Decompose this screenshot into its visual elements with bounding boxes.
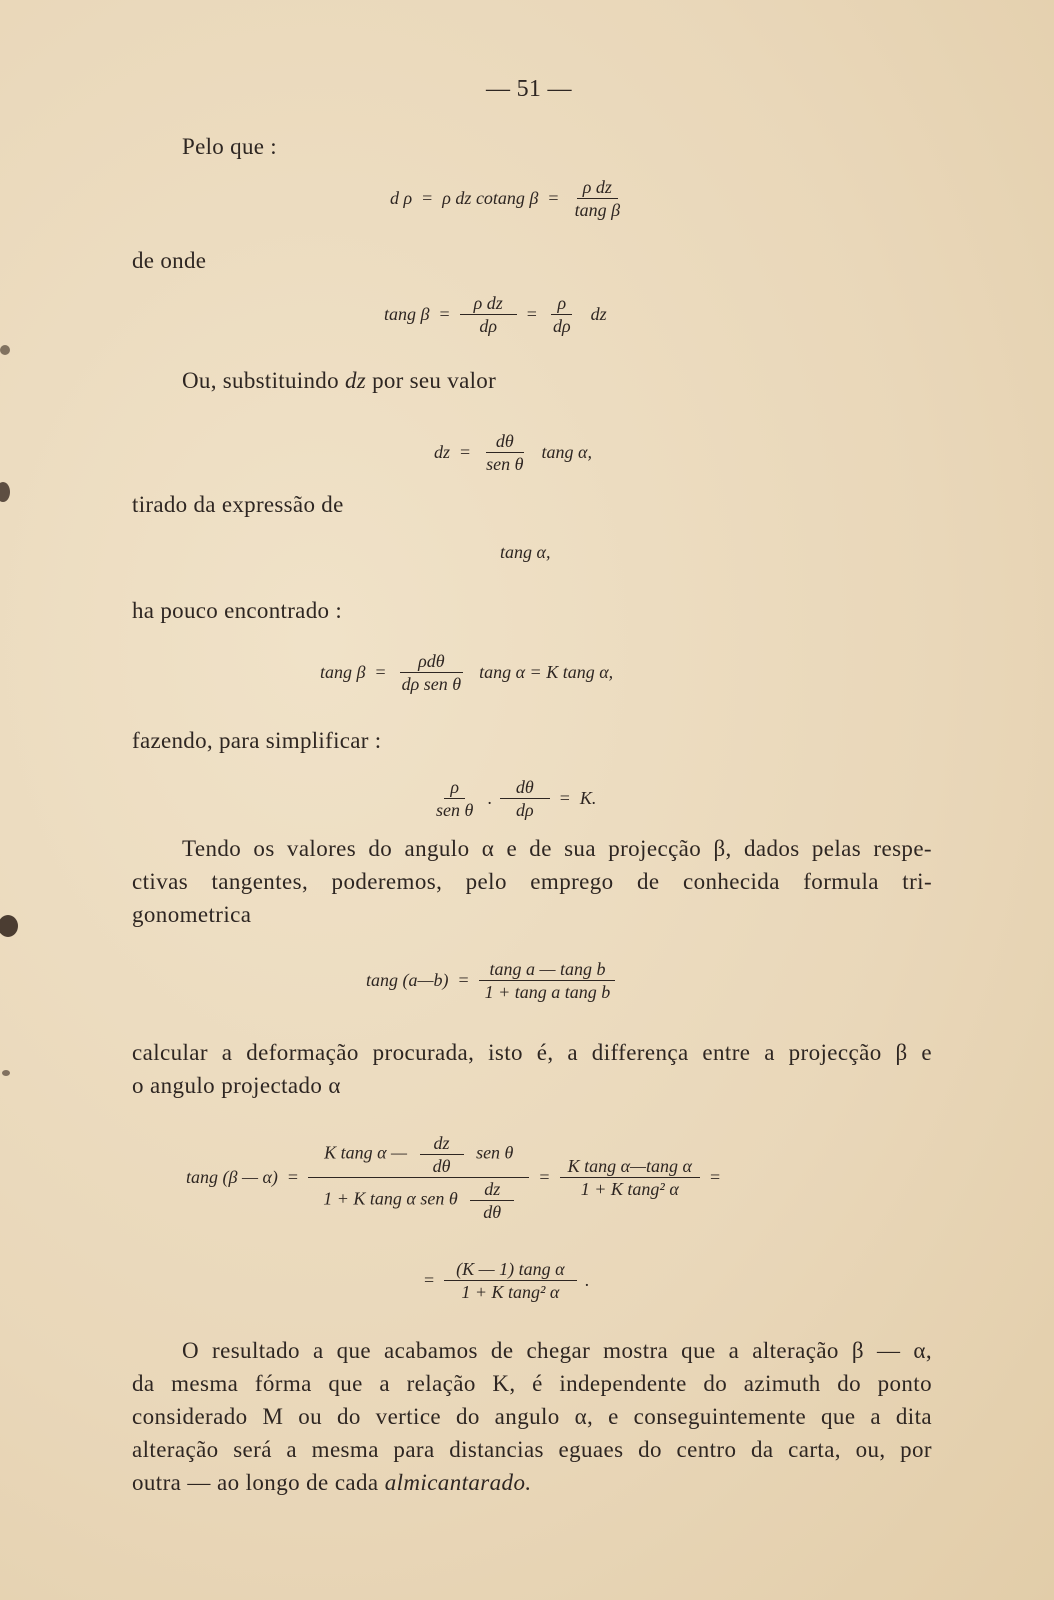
eq1-fraction [569,176,626,221]
ink-stain [0,482,10,502]
ink-stain [2,1070,10,1076]
equation-6: $\frac{\rho}{\text{sen θ}}$ . $\frac{d\theta}{d\rho}$ = K. [430,776,596,821]
eq5-fraction [396,650,467,695]
substituindo-var: dz [344,368,366,393]
eq8-fraction-2 [560,1155,700,1200]
label-ha-pouco: ha pouco encontrado : [132,598,343,623]
eq5-num: ρdθ [400,650,462,673]
eq2-lhs: tang β [384,304,430,324]
eq8-lhs: tang (β — α) [186,1167,278,1187]
paragraph-2-last-line [132,1466,932,1499]
eq3-lhs: dz [434,442,451,462]
eq5-tail: tang α = K tang α, [479,662,614,682]
eq8-num-frac [420,1132,464,1177]
ink-stain [0,915,18,937]
eq2-fraction-2 [547,292,577,337]
substituindo-text: Ou, substituindo [182,368,339,393]
eq8-den-frac [470,1178,514,1223]
eq8-big-fraction [308,1132,529,1223]
paragraph-calcular [132,1036,932,1102]
page-number: — 51 — [486,76,572,102]
eq2-tail: dz [590,304,607,324]
paragraph-1-line: ctivas tangentes, poderemos, pelo emprego de conhecida formula tri- [132,869,932,894]
equation-1: d ρ = ρ dz cotang β = $\frac{\text{ρ dz}}{\text{tang β}}$ [390,176,626,221]
calcular-line: o angulo projectado α [132,1073,341,1098]
label-pelo-que: Pelo que : [182,134,277,159]
equation-9: = $\frac{\text{(K — 1) tang α}}{\text{1 + K tang² α}}$ . [424,1259,590,1302]
paragraph-2-italic-word: almicantarado. [384,1470,532,1495]
paragraph-1-line: gonometrica [132,902,252,927]
paragraph-2-line: da mesma fórma que a relação K, é independente do azimuth do ponto [132,1371,932,1396]
eq8-num-a: K tang α — [324,1142,408,1163]
eq2-num2: ρ [551,292,572,315]
eq1-mid: ρ dz cotang β [442,188,539,208]
paragraph-1 [132,832,932,931]
ink-stain [0,345,10,355]
equation-2: tang β = $\frac{\text{ρ dz}}{d\rho}$ = $\frac{\rho}{d\rho}$ dz [384,293,607,336]
eq8-den-a: 1 + K tang α sen θ [323,1188,458,1209]
eq8-den-frac-num: dz [470,1178,514,1201]
eq5-den: dρ sen θ [401,674,462,694]
eq9-num: (K — 1) tang α [444,1258,576,1281]
eq2-fraction-1 [460,292,517,337]
eq7-fraction [479,958,617,1003]
label-de-onde: de onde [132,248,207,273]
eq8-num-b: sen θ [476,1142,514,1163]
eq7-den: 1 + tang a tang b [484,982,611,1002]
label-fazendo: fazendo, para simplificar : [132,728,382,753]
paragraph-2-line: outra — ao longo de cada [132,1470,379,1495]
eq3-num: dθ [486,430,524,453]
eq8-den-frac-den: dθ [483,1202,502,1222]
eq6-rhs: K. [579,788,597,808]
label-tirado: tirado da expressão de [132,492,344,517]
eq7-lhs: tang (a—b) [366,970,449,990]
eq2-den2: dρ [552,316,571,336]
eq8-num2: K tang α—tang α [560,1155,700,1178]
eq3-tail: tang α, [541,442,592,462]
paragraph-2-line: considerado M ou do vertice do angulo α, e conseguintemente que a dita [132,1404,932,1429]
paragraph-2 [132,1334,932,1499]
eq9-fraction [444,1258,576,1303]
equation-3: dz = $\frac{d\theta}{\text{sen θ}}$ tang α, [434,431,592,474]
eq1-lhs: d ρ [390,188,413,208]
paragraph-2-line: alteração será a mesma para distancias eguaes do centro da carta, ou, por [132,1437,932,1462]
eq3-den: sen θ [486,454,524,474]
eq6-fraction-1 [430,776,479,821]
eq5-lhs: tang β [320,662,366,682]
eq8-denominator [317,1178,520,1223]
equation-7: tang (a—b) = $\frac{\text{tang a — tang b}}{\text{1 + tang a tang b}}$ [366,958,616,1003]
eq6-fraction-2 [500,776,550,821]
eq6-num1: ρ [444,776,465,799]
calcular-line: calcular a deformação procurada, isto é, a differença entre a projecção β e [132,1040,932,1065]
eq8-den2: 1 + K tang² α [580,1179,679,1199]
eq6-den2: dρ [515,800,534,820]
eq8-num-frac-num: dz [420,1132,464,1155]
eq9-den: 1 + K tang² α [461,1282,560,1302]
eq1-num: ρ dz [577,176,618,199]
substituindo-tail: por seu valor [372,368,497,393]
paragraph-2-line: O resultado a que acabamos de chegar mostra que a alteração β — α, [182,1338,932,1363]
equation-4: tang α, [500,542,551,562]
paragraph-1-line: Tendo os valores do angulo α e de sua projecção β, dados pelas respe- [182,836,932,861]
equation-8: tang (β — α) = K tang α — $\frac{dz}{d\theta}$ sen θ 1 + K tang α sen θ $\frac{dz}{d\theta}$ = $\frac{\text{K tang α—tang α}}{\text{1 + K tang² α}}$ = [186,1133,721,1222]
eq6-den1: sen θ [436,800,474,820]
eq6-num2: dθ [500,776,550,799]
eq8-num-frac-den: dθ [432,1156,451,1176]
eq1-den: tang β [574,200,621,220]
label-substituindo [182,368,496,394]
eq8-numerator [308,1132,529,1178]
equation-5: tang β = $\frac{\text{ρdθ}}{\text{dρ sen θ}}$ tang α = K tang α, [320,651,614,694]
eq2-num1: ρ dz [460,292,517,315]
eq3-fraction [480,430,529,475]
eq2-den1: dρ [479,316,498,336]
eq7-num: tang a — tang b [479,958,615,981]
